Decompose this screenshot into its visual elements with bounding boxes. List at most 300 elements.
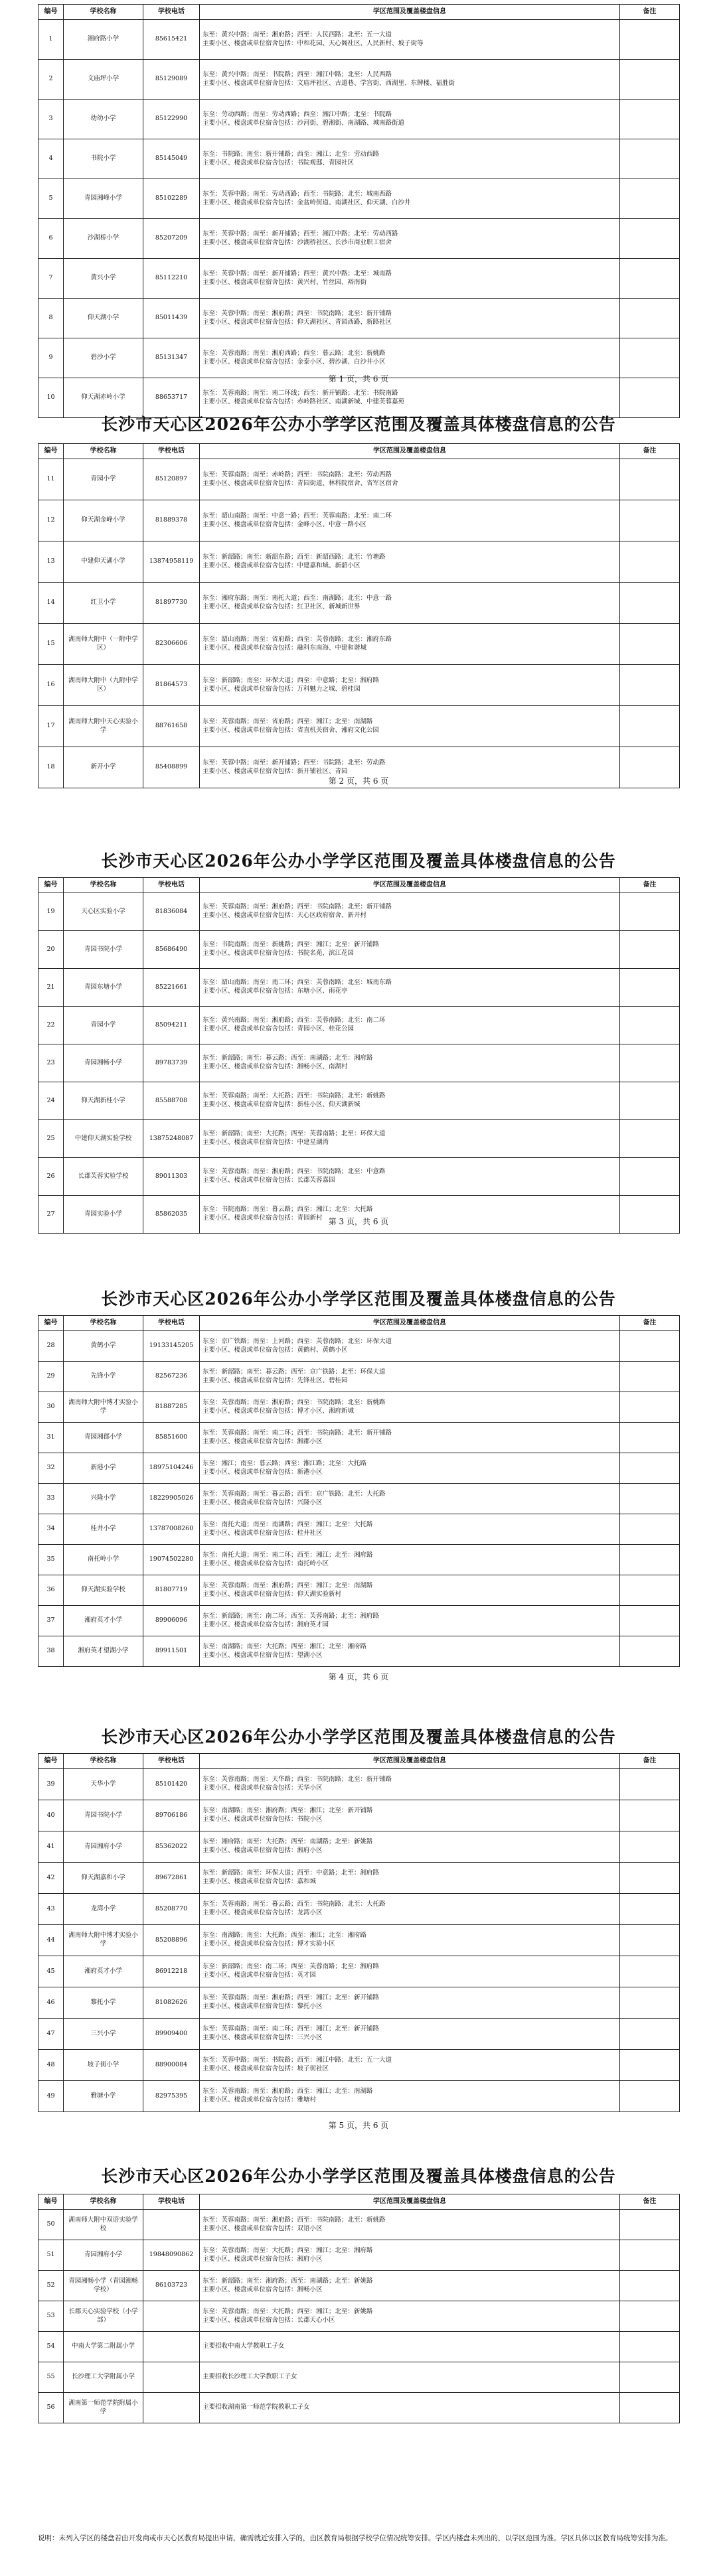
school-phone: 88900084: [143, 2050, 200, 2081]
remarks: [620, 2240, 680, 2271]
table-row: [39, 1453, 680, 1484]
table-header-cell: 备注: [620, 2194, 680, 2210]
row-number: 1: [39, 20, 64, 60]
district-scope: 东至：新韶路；南至：暮云路；西至：南湖路；北至：湘府路 主要小区、楼盘或单位宿舍包括：湘畅小区、南湖村: [200, 1044, 620, 1082]
school-name: 湘府英才望湖小学: [64, 1636, 143, 1667]
table-header-cell: 学校电话: [143, 2194, 200, 2210]
school-phone: 89706186: [143, 1800, 200, 1831]
school-phone: 85129089: [143, 60, 200, 100]
school-phone: [143, 2332, 200, 2362]
table-row: [39, 1514, 680, 1545]
school-name: 新开小学: [64, 747, 143, 788]
row-number: 50: [39, 2210, 64, 2240]
school-phone: 85101420: [143, 1769, 200, 1800]
row-number: 9: [39, 338, 64, 378]
table-row: [39, 1044, 680, 1082]
row-number: 18: [39, 747, 64, 788]
table-header-cell: 学区范围及覆盖楼盘信息: [200, 5, 620, 20]
remarks: [620, 100, 680, 139]
row-number: 8: [39, 299, 64, 338]
table-row: [39, 1606, 680, 1636]
table-header-cell: 学区范围及覆盖楼盘信息: [200, 1316, 620, 1331]
remarks: [620, 2393, 680, 2423]
school-phone: 85120897: [143, 459, 200, 500]
school-phone: 81889378: [143, 500, 200, 541]
school-district-table: [38, 443, 680, 788]
remarks: [620, 1956, 680, 1987]
school-name: 长郡天心实验学校（小学部）: [64, 2301, 143, 2332]
district-scope: 主要招收长沙理工大学教职工子女: [200, 2362, 620, 2393]
school-phone: 85615421: [143, 20, 200, 60]
school-phone: 82975395: [143, 2081, 200, 2112]
table-row: [39, 665, 680, 706]
school-phone: [143, 2210, 200, 2240]
table-row: [39, 1007, 680, 1044]
table-row: [39, 1831, 680, 1863]
table-row: [39, 299, 680, 338]
school-name: 仰天湖金峰小学: [64, 500, 143, 541]
district-scope: 东至：芙蓉南路；南至：南二环；西至：湘江；北至：新开铺路 主要小区、楼盘或单位宿舍包括：三兴小区: [200, 2019, 620, 2050]
remarks: [620, 706, 680, 747]
district-scope: 东至：芙蓉南路；南至：大托路；西至：书院南路；北至：新姚路 主要小区、楼盘或单位宿舍包括：新桂小区、仰天湖新城: [200, 1082, 620, 1120]
district-scope: 东至：芙蓉中路；南至：湘府路；西至：书院南路；北至：新开铺路 主要小区、楼盘或单位宿舍包括：仰天湖社区、青园西路、新路社区: [200, 299, 620, 338]
table-header-cell: 备注: [620, 444, 680, 459]
district-scope: 东至：新韶路；南至：环保大道；西至：中意路；北至：湘府路 主要小区、楼盘或单位宿舍包括：万科魅力之城、碧桂园: [200, 665, 620, 706]
school-name: 仰天湖嘉和小学: [64, 1863, 143, 1894]
school-name: 中建仰天湖小学: [64, 541, 143, 583]
school-phone: 86912218: [143, 1956, 200, 1987]
school-name: 三兴小学: [64, 2019, 143, 2050]
table-row: [39, 2019, 680, 2050]
district-scope: 东至：新韶路；南至：南二环；西至：芙蓉南路；北至：湘府路 主要小区、楼盘或单位宿舍包括：英才园: [200, 1956, 620, 1987]
school-name: 坡子街小学: [64, 2050, 143, 2081]
school-name: 湘府英才小学: [64, 1956, 143, 1987]
district-scope: 东至：韶山南路；南至：中意一路；西至：芙蓉南路；北至：南二环 主要小区、楼盘或单位宿舍包括：金峰小区、中意一路小区: [200, 500, 620, 541]
table-row: [39, 1987, 680, 2019]
district-scope: 东至：芙蓉南路；南至：湘府路；西至：书院南路；北至：新开铺路 主要小区、楼盘或单位宿舍包括：天心区政府宿舍、新开村: [200, 893, 620, 931]
school-name: 仰天湖赤岭小学: [64, 378, 143, 418]
district-scope: 东至：书院路；南至：新开铺路；西至：湘江；北至：劳动西路 主要小区、楼盘或单位宿舍包括：书院观邸、青园社区: [200, 139, 620, 179]
school-phone: [143, 2362, 200, 2393]
district-scope: 东至：芙蓉南路；南至：赤岭路；西至：书院南路；北至：劳动西路 主要小区、楼盘或单位宿舍包括：青园街道、林科院宿舍、省军区宿舍: [200, 459, 620, 500]
district-scope: 东至：芙蓉南路；南至：湘府西路；西至：暮云路；北至：新姚路 主要小区、楼盘或单位宿舍包括：金泰小区、碧沙湖、白沙井小区: [200, 338, 620, 378]
row-number: 10: [39, 378, 64, 418]
table-header-cell: 编号: [39, 1754, 64, 1769]
school-phone: 85112210: [143, 259, 200, 299]
remarks: [620, 2210, 680, 2240]
page-number: 第 1 页，共 6 页: [328, 374, 389, 384]
school-name: 沙湖桥小学: [64, 219, 143, 259]
district-scope: 东至：湘府东路；南至：南托大道；西至：南湖路；北至：中意一路 主要小区、楼盘或单位宿舍包括：红卫社区、新城新世界: [200, 583, 620, 624]
remarks: [620, 259, 680, 299]
remarks: [620, 1800, 680, 1831]
school-phone: 85221661: [143, 969, 200, 1007]
school-phone: 81864573: [143, 665, 200, 706]
row-number: 55: [39, 2362, 64, 2393]
district-scope: 东至：芙蓉南路；南至：湘府路；西至：湘江；北至：南湖路 主要小区、楼盘或单位宿舍包括：雅塘村: [200, 2081, 620, 2112]
school-phone: 18975104246: [143, 1453, 200, 1484]
page-title: 长沙市天心区2026年公办小学学区范围及覆盖具体楼盘信息的公告: [101, 415, 616, 434]
remarks: [620, 60, 680, 100]
school-phone: [143, 2301, 200, 2332]
row-number: 17: [39, 706, 64, 747]
table-row: [39, 2081, 680, 2112]
school-phone: 89906096: [143, 1606, 200, 1636]
page-number: 第 5 页，共 6 页: [328, 2121, 389, 2130]
school-phone: 82306606: [143, 624, 200, 665]
school-name: 湖南师大附中天心实验小学: [64, 706, 143, 747]
table-row: [39, 2393, 680, 2423]
school-phone: 81807719: [143, 1575, 200, 1606]
table-row: [39, 1196, 680, 1234]
district-scope: 东至：芙蓉南路；南至：暮云路；西至：书院南路；北至：大托路 主要小区、楼盘或单位宿舍包括：龙湾小区: [200, 1894, 620, 1925]
row-number: 12: [39, 500, 64, 541]
district-scope: 东至：新韶路；南至：环保大道；西至：中意路；北至：湘府路 主要小区、楼盘或单位宿舍包括：嘉和城: [200, 1863, 620, 1894]
row-number: 3: [39, 100, 64, 139]
remarks: [620, 931, 680, 969]
school-name: 红卫小学: [64, 583, 143, 624]
school-district-table: [38, 2194, 680, 2423]
remarks: [620, 541, 680, 583]
school-name: 新港小学: [64, 1453, 143, 1484]
row-number: 29: [39, 1362, 64, 1392]
row-number: 26: [39, 1158, 64, 1196]
page-number: 第 4 页，共 6 页: [328, 1672, 389, 1682]
remarks: [620, 20, 680, 60]
school-phone: 19848090862: [143, 2240, 200, 2271]
table-header-cell: 备注: [620, 878, 680, 893]
remarks: [620, 1987, 680, 2019]
row-number: 37: [39, 1606, 64, 1636]
table-row: [39, 541, 680, 583]
remarks: [620, 338, 680, 378]
school-phone: 89909400: [143, 2019, 200, 2050]
row-number: 5: [39, 179, 64, 219]
district-scope: 东至：南湖路；南至：湘府路；西至：湘江；北至：新开铺路 主要小区、楼盘或单位宿舍包括：书院小区: [200, 1800, 620, 1831]
school-name: 青园湘府小学: [64, 1831, 143, 1863]
row-number: 25: [39, 1120, 64, 1158]
remarks: [620, 179, 680, 219]
row-number: 44: [39, 1925, 64, 1956]
school-name: 文庙坪小学: [64, 60, 143, 100]
row-number: 36: [39, 1575, 64, 1606]
table-header-row: [39, 1754, 680, 1769]
school-district-table: [38, 1753, 680, 2112]
district-scope: 东至：芙蓉南路；南至：大托路；西至：湘江；北至：湘府路 主要小区、楼盘或单位宿舍包括：湘府小区: [200, 2240, 620, 2271]
district-scope: 东至：新韶路；南至：暮云路；西至：京广铁路；北至：环保大道 主要小区、楼盘或单位宿舍包括：先锋社区、碧桂园: [200, 1362, 620, 1392]
page-number: 第 2 页，共 6 页: [328, 776, 389, 786]
row-number: 14: [39, 583, 64, 624]
school-phone: 85208896: [143, 1925, 200, 1956]
row-number: 51: [39, 2240, 64, 2271]
district-scope: 东至：芙蓉南路；南至：暮云路；西至：京广铁路；北至：大托路 主要小区、楼盘或单位宿舍包括：兴隆小区: [200, 1484, 620, 1514]
table-header-cell: 学校电话: [143, 1754, 200, 1769]
school-name: 湖南师大附中博才实验小学: [64, 1392, 143, 1423]
table-row: [39, 1925, 680, 1956]
table-row: [39, 1158, 680, 1196]
table-row: [39, 624, 680, 665]
district-scope: 东至：新韶路；南至：大托路；西至：芙蓉南路；北至：环保大道 主要小区、楼盘或单位宿舍包括：中建星湖湾: [200, 1120, 620, 1158]
table-header-cell: 学校电话: [143, 878, 200, 893]
table-row: [39, 893, 680, 931]
district-scope: 东至：新韶路；南至：新韶东路；西至：新韶西路；北至：竹塘路 主要小区、楼盘或单位宿舍包括：中建嘉和城、新韶小区: [200, 541, 620, 583]
table-header-cell: 学校电话: [143, 1316, 200, 1331]
row-number: 33: [39, 1484, 64, 1514]
remarks: [620, 893, 680, 931]
row-number: 16: [39, 665, 64, 706]
page-title: 长沙市天心区2026年公办小学学区范围及覆盖具体楼盘信息的公告: [101, 2167, 616, 2186]
remarks: [620, 2301, 680, 2332]
table-header-cell: 学区范围及覆盖楼盘信息: [200, 2194, 620, 2210]
remarks: [620, 1453, 680, 1484]
row-number: 11: [39, 459, 64, 500]
school-phone: 85862035: [143, 1196, 200, 1234]
school-phone: 18229905026: [143, 1484, 200, 1514]
page-title: 长沙市天心区2026年公办小学学区范围及覆盖具体楼盘信息的公告: [101, 851, 616, 871]
row-number: 31: [39, 1423, 64, 1453]
school-phone: 81836084: [143, 893, 200, 931]
district-scope: 东至：芙蓉中路；南至：书院路；西至：湘江中路；北至：五一大道 主要小区、楼盘或单位宿舍包括：坡子街社区: [200, 2050, 620, 2081]
school-phone: 85362022: [143, 1831, 200, 1863]
row-number: 13: [39, 541, 64, 583]
row-number: 21: [39, 969, 64, 1007]
school-phone: [143, 2393, 200, 2423]
school-name: 长郡芙蓉实验学校: [64, 1158, 143, 1196]
table-row: [39, 2332, 680, 2362]
school-name: 青园湘畅小学: [64, 1044, 143, 1082]
remarks: [620, 1158, 680, 1196]
school-name: 湖南师大附中博才实验小学: [64, 1925, 143, 1956]
table-header-cell: 学校名称: [64, 1316, 143, 1331]
table-row: [39, 1956, 680, 1987]
table-header-cell: 学校名称: [64, 2194, 143, 2210]
district-scope: 东至：芙蓉中路；南至：新开铺路；西至：湘江中路；北至：劳动西路 主要小区、楼盘或单位宿舍包括：沙湖桥社区、长沙市商业职工宿舍: [200, 219, 620, 259]
row-number: 48: [39, 2050, 64, 2081]
school-phone: 85686490: [143, 931, 200, 969]
district-scope: 东至：南湖路；南至：大托路；西至：湘江；北至：湘府路 主要小区、楼盘或单位宿舍包括：博才实验小区: [200, 1925, 620, 1956]
remarks: [620, 1769, 680, 1800]
school-name: 桂井小学: [64, 1514, 143, 1545]
table-row: [39, 1894, 680, 1925]
school-name: 青园湘畅小学（青园湘畅学校）: [64, 2271, 143, 2301]
school-phone: 85094211: [143, 1007, 200, 1044]
school-phone: 85102289: [143, 179, 200, 219]
school-phone: 85011439: [143, 299, 200, 338]
district-scope: 东至：书院南路；南至：暮云路；西至：湘江；北至：大托路 主要小区、楼盘或单位宿舍包括：青园新村: [200, 1196, 620, 1234]
table-row: [39, 1800, 680, 1831]
table-row: [39, 1082, 680, 1120]
remarks: [620, 665, 680, 706]
school-name: 碧沙小学: [64, 338, 143, 378]
district-scope: 东至：芙蓉中路；南至：新开铺路；西至：黄兴中路；北至：城南路 主要小区、楼盘或单位宿舍包括：黄兴村、竹丝园、裕南街: [200, 259, 620, 299]
remarks: [620, 2081, 680, 2112]
remarks: [620, 1044, 680, 1082]
table-header-cell: 学校名称: [64, 444, 143, 459]
district-scope: 东至：芙蓉中路；南至：新开铺路；西至：书院路；北至：劳动路 主要小区、楼盘或单位宿舍包括：新开铺社区、青园: [200, 747, 620, 788]
district-scope: 东至：新韶路；南至：南二环；西至：芙蓉南路；北至：湘府路 主要小区、楼盘或单位宿舍包括：湘府英才园: [200, 1606, 620, 1636]
district-scope: 东至：劳动西路；南至：劳动西路；西至：湘江中路；北至：书院路 主要小区、楼盘或单位宿舍包括：沙河街、碧湘街、南湖路、城南路街道: [200, 100, 620, 139]
school-name: 青园小学: [64, 459, 143, 500]
table-header-cell: 编号: [39, 2194, 64, 2210]
row-number: 34: [39, 1514, 64, 1545]
district-scope: 东至：芙蓉南路；南至：湘府路；西至：书院南路；北至：新姚路 主要小区、楼盘或单位宿舍包括：博才小区、湘府新城: [200, 1392, 620, 1423]
page-number: 第 3 页，共 6 页: [328, 1217, 389, 1226]
table-header-cell: 编号: [39, 1316, 64, 1331]
school-name: 仰天湖新桂小学: [64, 1082, 143, 1120]
school-name: 青园书院小学: [64, 931, 143, 969]
table-header-cell: 学校名称: [64, 878, 143, 893]
district-scope: 东至：湘府路；南至：大托路；西至：南湖路；北至：新姚路 主要小区、楼盘或单位宿舍包括：湘府小区: [200, 1831, 620, 1863]
remarks: [620, 500, 680, 541]
row-number: 54: [39, 2332, 64, 2362]
school-name: 湖南第一师范学院附属小学: [64, 2393, 143, 2423]
remarks: [620, 299, 680, 338]
school-phone: 89011303: [143, 1158, 200, 1196]
row-number: 45: [39, 1956, 64, 1987]
school-phone: 85408899: [143, 747, 200, 788]
school-name: 湘府路小学: [64, 20, 143, 60]
remarks: [620, 1196, 680, 1234]
district-scope: 东至：芙蓉南路；南至：湘府路；西至：书院南路；北至：新姚路 主要小区、楼盘或单位宿舍包括：双语小区: [200, 2210, 620, 2240]
table-row: [39, 259, 680, 299]
remarks: [620, 2019, 680, 2050]
school-name: 兴隆小学: [64, 1484, 143, 1514]
school-name: 湘府英才小学: [64, 1606, 143, 1636]
table-header-cell: 编号: [39, 5, 64, 20]
table-header-cell: 学区范围及覆盖楼盘信息: [200, 1754, 620, 1769]
table-row: [39, 459, 680, 500]
row-number: 47: [39, 2019, 64, 2050]
school-name: 青园湘峰小学: [64, 179, 143, 219]
remarks: [620, 1575, 680, 1606]
remarks: [620, 2050, 680, 2081]
table-row: [39, 1423, 680, 1453]
district-scope: 东至：芙蓉南路；南至：湘府路；西至：书院南路；北至：中意路 主要小区、楼盘或单位宿舍包括：长郡芙蓉嘉园: [200, 1158, 620, 1196]
table-row: [39, 706, 680, 747]
row-number: 24: [39, 1082, 64, 1120]
school-name: 龙湾小学: [64, 1894, 143, 1925]
school-phone: 85131347: [143, 338, 200, 378]
table-row: [39, 969, 680, 1007]
district-scope: 东至：芙蓉中路；南至：劳动西路；西至：书院路；北至：城南西路 主要小区、楼盘或单位宿舍包括：金盆岭街道、南湖社区、仰天湖、白沙井: [200, 179, 620, 219]
school-name: 黄鹤小学: [64, 1331, 143, 1362]
school-name: 青园东塘小学: [64, 969, 143, 1007]
school-phone: 81082626: [143, 1987, 200, 2019]
table-row: [39, 2362, 680, 2393]
table-header-cell: 编号: [39, 444, 64, 459]
school-name: 湖南师大附中（九附中学区）: [64, 665, 143, 706]
school-phone: 85208770: [143, 1894, 200, 1925]
table-header-cell: 备注: [620, 5, 680, 20]
row-number: 46: [39, 1987, 64, 2019]
school-name: 黄兴小学: [64, 259, 143, 299]
table-header-cell: 学校电话: [143, 444, 200, 459]
district-scope: 东至：芙蓉南路；南至：省府路；西至：湘江；北至：南湖路 主要小区、楼盘或单位宿舍包括：省直机关宿舍、湘府文化公园: [200, 706, 620, 747]
row-number: 22: [39, 1007, 64, 1044]
row-number: 20: [39, 931, 64, 969]
table-header-cell: 学区范围及覆盖楼盘信息: [200, 444, 620, 459]
row-number: 30: [39, 1392, 64, 1423]
page-title: 长沙市天心区2026年公办小学学区范围及覆盖具体楼盘信息的公告: [101, 1289, 616, 1309]
district-scope: 东至：书院南路；南至：新姚路；西至：湘江；北至：新开铺路 主要小区、楼盘或单位宿舍包括：书院名苑、滨江花园: [200, 931, 620, 969]
school-phone: 81897730: [143, 583, 200, 624]
table-row: [39, 100, 680, 139]
footnote: 说明：未列入学区的楼盘若由开发商或市天心区教育局提出申请，确需就近安排入学的，由区教育局根据学校学位情况统筹安排。学区内楼盘未列出的，以学区范围为准。学区具体以区教育局统筹安排为准。: [38, 2534, 673, 2542]
table-row: [39, 338, 680, 378]
school-phone: 85588708: [143, 1082, 200, 1120]
school-name: 幼幼小学: [64, 100, 143, 139]
table-header-row: [39, 5, 680, 20]
district-scope: 东至：芙蓉南路；南至：大托路；西至：湘江；北至：新姚路 主要小区、楼盘或单位宿舍包括：长郡天心小区: [200, 2301, 620, 2332]
district-scope: 东至：芙蓉南路；南至：天华路；西至：书院南路；北至：新开铺路 主要小区、楼盘或单位宿舍包括：天华小区: [200, 1769, 620, 1800]
row-number: 32: [39, 1453, 64, 1484]
row-number: 2: [39, 60, 64, 100]
school-phone: 89911501: [143, 1636, 200, 1667]
school-phone: 88761658: [143, 706, 200, 747]
district-scope: 东至：南托大道；南至：南二环；西至：湘江；北至：湘府路 主要小区、楼盘或单位宿舍包括：南托岭小区: [200, 1545, 620, 1575]
remarks: [620, 1636, 680, 1667]
school-name: 先锋小学: [64, 1362, 143, 1392]
school-phone: 82567236: [143, 1362, 200, 1392]
row-number: 27: [39, 1196, 64, 1234]
school-phone: 13875248087: [143, 1120, 200, 1158]
table-row: [39, 139, 680, 179]
row-number: 56: [39, 2393, 64, 2423]
district-scope: 东至：芙蓉南路；南至：湘府路；西至：湘江；北至：南湖路 主要小区、楼盘或单位宿舍包括：仰天湖实验新村: [200, 1575, 620, 1606]
remarks: [620, 219, 680, 259]
district-scope: 主要招收中南大学教职工子女: [200, 2332, 620, 2362]
school-district-table: [38, 1315, 680, 1667]
row-number: 35: [39, 1545, 64, 1575]
row-number: 49: [39, 2081, 64, 2112]
school-name: 仰天湖小学: [64, 299, 143, 338]
table-row: [39, 179, 680, 219]
row-number: 19: [39, 893, 64, 931]
remarks: [620, 1423, 680, 1453]
row-number: 39: [39, 1769, 64, 1800]
remarks: [620, 1362, 680, 1392]
school-phone: 13787008260: [143, 1514, 200, 1545]
school-phone: 85145049: [143, 139, 200, 179]
row-number: 7: [39, 259, 64, 299]
table-row: [39, 1362, 680, 1392]
table-row: [39, 60, 680, 100]
school-name: 书院小学: [64, 139, 143, 179]
district-scope: 东至：黄兴中路；南至：湘府路；西至：人民西路；北至：五一大道 主要小区、楼盘或单位宿舍包括：中和花园、天心阁社区、人民新村、坡子街等: [200, 20, 620, 60]
district-scope: 东至：新韶路；南至：湘府路；西至：南湖路；北至：新姚路 主要小区、楼盘或单位宿舍包括：湘畅小区: [200, 2271, 620, 2301]
school-name: 青园小学: [64, 1007, 143, 1044]
table-row: [39, 931, 680, 969]
school-phone: 81887285: [143, 1392, 200, 1423]
page-title: 长沙市天心区2026年公办小学学区范围及覆盖具体楼盘信息的公告: [101, 1727, 616, 1747]
remarks: [620, 1331, 680, 1362]
remarks: [620, 1082, 680, 1120]
school-phone: 89672861: [143, 1863, 200, 1894]
table-row: [39, 2240, 680, 2271]
district-scope: 东至：芙蓉南路；南至：湘府路；西至：湘江；北至：新开铺路 主要小区、楼盘或单位宿舍包括：黎托小区: [200, 1987, 620, 2019]
remarks: [620, 1120, 680, 1158]
remarks: [620, 1863, 680, 1894]
table-row: [39, 1392, 680, 1423]
remarks: [620, 1545, 680, 1575]
school-phone: 88653717: [143, 378, 200, 418]
remarks: [620, 139, 680, 179]
row-number: 23: [39, 1044, 64, 1082]
school-name: 青园湘府小学: [64, 2240, 143, 2271]
row-number: 43: [39, 1894, 64, 1925]
remarks: [620, 969, 680, 1007]
remarks: [620, 1831, 680, 1863]
